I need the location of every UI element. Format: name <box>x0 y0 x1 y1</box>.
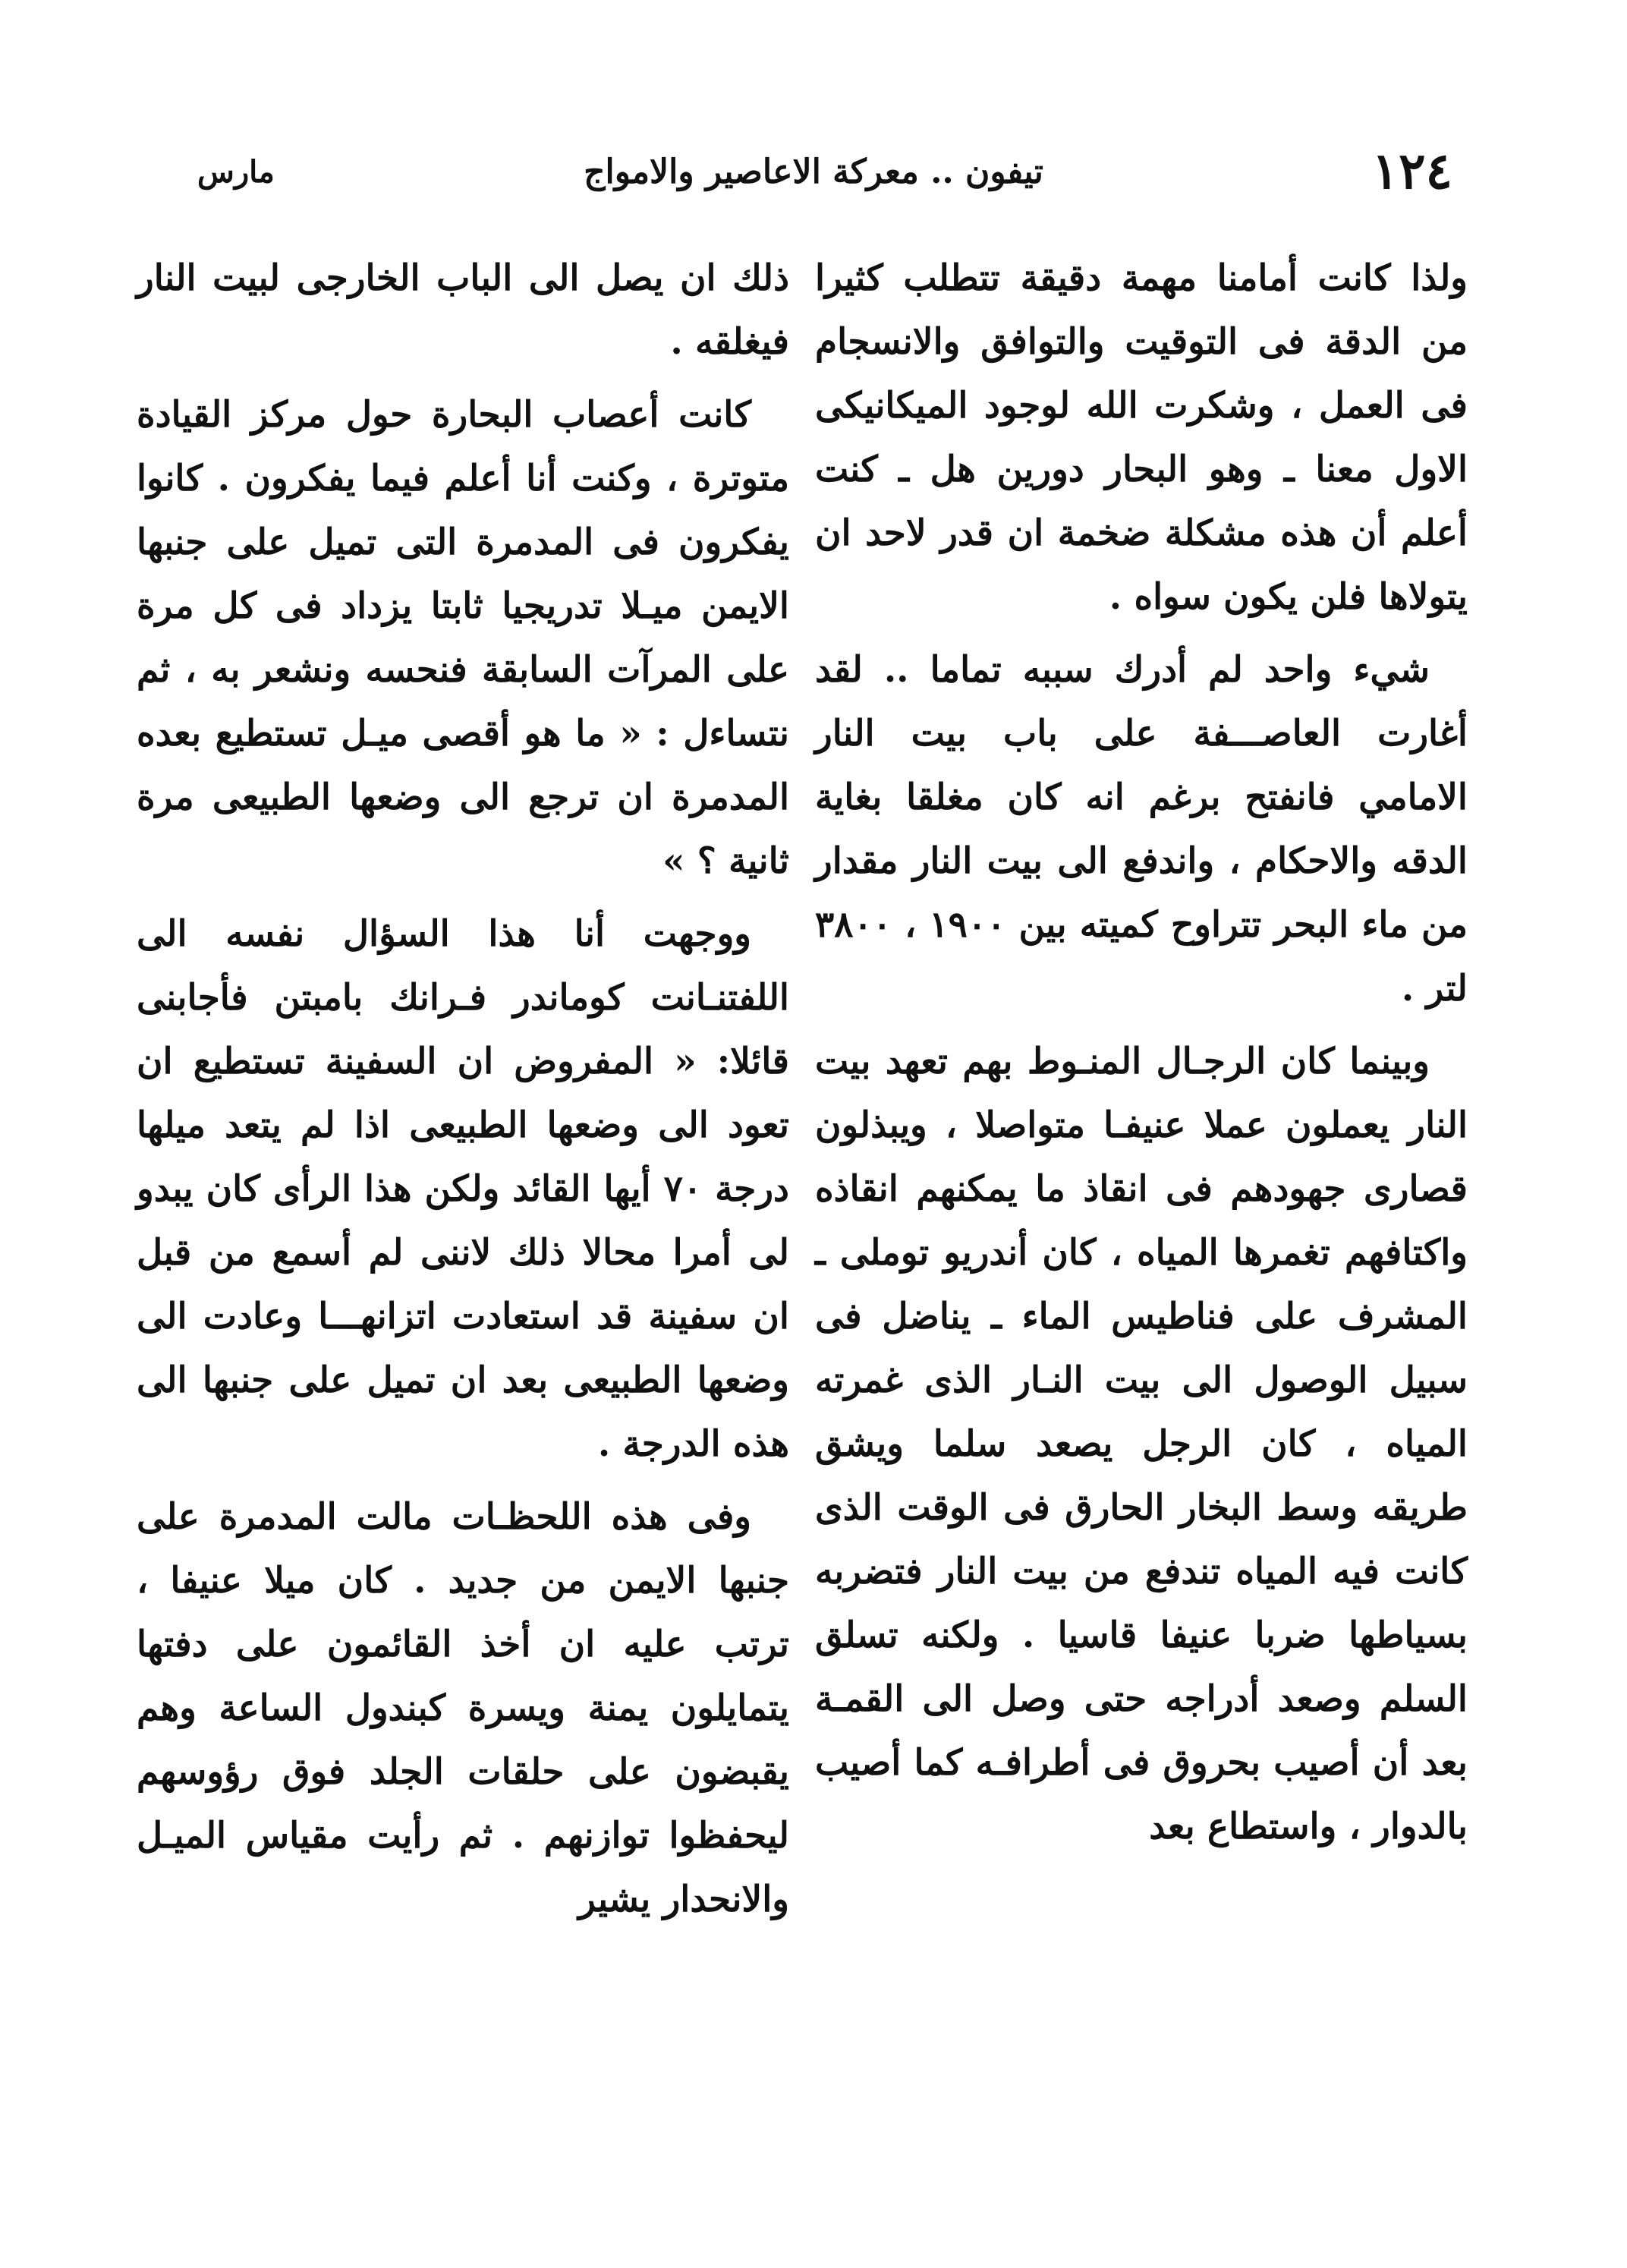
paragraph: كانت أعصاب البحارة حول مركز القيادة متوترة ، وكنت أنا أعلم فيما يفكرون . كانوا يفكرون فى المدمرة التى تميل على جنبها الايمن ميـلا تدريجيا ثابتا يزداد فى كل مرة على المرآت السابقة فنحسه ونشعر به ، ثم نتساءل : « ما هو أقصى ميـل تستطيع بعده المدمرة ان ترجع الى وضعها الطبيعى مرة ثانية ؟ » <box>137 394 789 882</box>
paragraph: ووجهت أنا هذا السؤال نفسه الى اللفتنـانت كوماندر فـرانك بامبتن فأجابنى قائلا: « المفروض ان السفينة تستطيع ان تعود الى وضعها الطبيعى اذا لم يتعد ميلها درجة ٧٠ أيها القائد ولكن هذا الرأى كان يبدو لى أمرا محالا ذلك لاننى لم أسمع من قبل ان سفينة قد استعادت اتزانهـــا وعادت الى وضعها الطبيعى بعد ان تميل على جنبها الى هذه الدرجة . <box>137 913 789 1465</box>
paragraph: شيء واحد لم أدرك سببه تماما .. لقد أغارت العاصـــفة على باب بيت النار الامامي فانفتح برغم انه كان مغلقا بغاية الدقه والاحكام ، واندفع الى بيت النار مقدار من ماء البحر تتراوح كميته بين ١٩٠٠ ، ٣٨٠٠ لتر . <box>815 649 1468 1010</box>
paragraph: ولذا كانت أمامنا مهمة دقيقة تتطلب كثيرا من الدقة فى التوقيت والتوافق والانسجام فى العمل ، وشكرت الله لوجود الميكانيكى الاول معنا ـ وهو البحار دورين هل ـ كنت أعلم أن هذه مشكلة ضخمة ان قدر لاحد ان يتولاها فلن يكون سواه . <box>815 257 1468 618</box>
left-column <box>137 247 789 1941</box>
running-title: تيفون .. معركة الاعاصير والامواج <box>584 153 1043 191</box>
paragraph: وفى هذه اللحظـات مالت المدمرة على جنبها الايمن من جديد . كان ميلا عنيفا ، ترتب عليه ان أخذ القائمون على دفتها يتمايلون يمنة ويسرة كبندول الساعة وهم يقبضون على حلقات الجلد فوق رؤوسهم ليحفظوا توازنهم . ثم رأيت مقياس الميـل والانحدار يشير <box>137 1496 789 1920</box>
issue-month: مارس <box>197 154 275 190</box>
paragraph: وبينما كان الرجـال المنـوط بهم تعهد بيت النار يعملون عملا عنيفـا متواصلا ، ويبذلون قصارى جهودهم فى انقاذ ما يمكنهم انقاذه واكتافهم تغمرها المياه ، كان أندريو توملى ـ المشرف على فناطيس الماء ـ يناضل فى سبيل الوصول الى بيت النـار الذى غمرته المياه ، كان الرجل يصعد سلما ويشق طريقه وسط البخار الحارق فى الوقت الذى كانت فيه المياه تندفع من بيت النار فتضربه بسياطها ضربا عنيفا قاسيا . ولكنه تسلق السلم وصعد أدراجه حتى وصل الى القمـة بعد أن أصيب بحروق فى أطرافـه كما أصيب بالدوار ، واستطاع بعد <box>815 1041 1468 1847</box>
page-header <box>175 137 1452 205</box>
right-column <box>815 247 1468 1868</box>
page-number: ١٢٤ <box>1371 141 1452 200</box>
paragraph: ذلك ان يصل الى الباب الخارجى لبيت النار فيغلقه . <box>137 257 789 363</box>
